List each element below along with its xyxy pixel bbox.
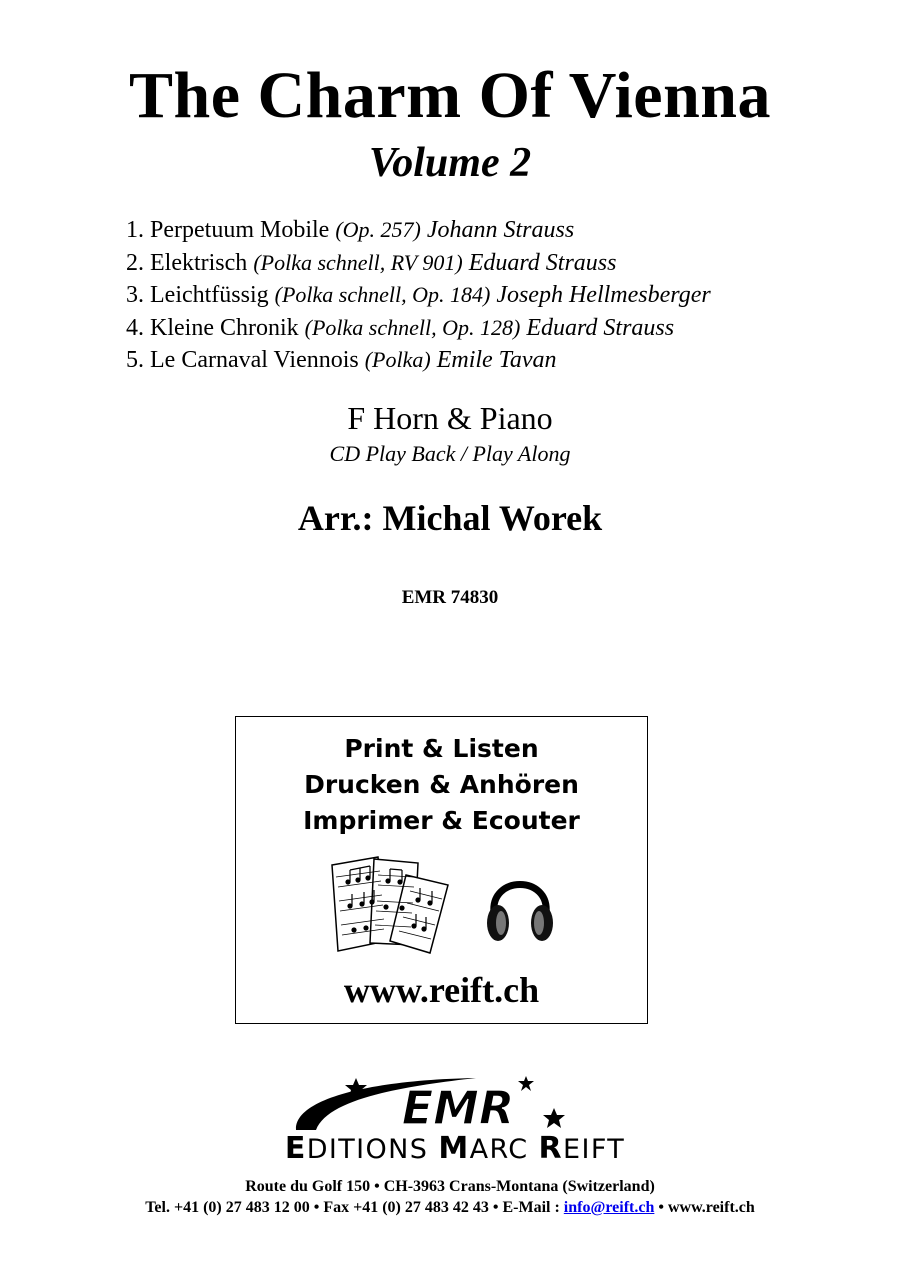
track-item [126, 279, 711, 312]
emr-logo [236, 1074, 674, 1170]
emr-logo-mark [236, 1074, 674, 1134]
track-item [126, 214, 711, 247]
track-number: 1. [126, 217, 144, 243]
track-note: (Polka schnell, Op. 128) [304, 314, 521, 340]
promo-line-german: Drucken & Anhören [304, 770, 579, 799]
print-listen-box [235, 716, 648, 1024]
catalog-number: EMR 74830 [401, 587, 499, 608]
track-number: 3. [126, 282, 144, 308]
contact-separator: • [654, 1199, 668, 1216]
track-number: 5. [126, 347, 144, 373]
track-composer: Emile Tavan [436, 347, 557, 373]
wordmark-initial-r: R [538, 1131, 564, 1166]
track-name: Le Carnaval Viennois [150, 347, 359, 373]
track-number: 4. [126, 314, 144, 341]
promo-website[interactable]: www.reift.ch [343, 970, 540, 1010]
publisher-contact [0, 1198, 900, 1218]
phone-fax-text: Tel. +41 (0) 27 483 12 00 • Fax +41 (0) 27 483 42 43 • E-Mail : [145, 1199, 564, 1216]
track-item [126, 344, 711, 377]
publisher-address: Route du Golf 150 • CH-3963 Crans-Montana (Switzerland) [245, 1178, 655, 1195]
track-composer: Johann Strauss [426, 217, 575, 243]
wordmark-initial-m: M [438, 1131, 470, 1166]
track-item [126, 312, 711, 345]
sheet-music-icon [326, 855, 456, 955]
track-note: (Polka) [364, 347, 431, 372]
track-name: Leichtfüssig [150, 282, 269, 308]
track-item [126, 247, 711, 280]
track-list [126, 214, 711, 377]
instrumentation: F Horn & Piano [347, 400, 553, 436]
track-composer: Eduard Strauss [468, 249, 617, 276]
wordmark-ditions: DITIONS [306, 1134, 439, 1165]
promo-line-english: Print & Listen [344, 734, 539, 763]
track-name: Kleine Chronik [150, 314, 299, 341]
promo-line-french: Imprimer & Ecouter [303, 806, 580, 835]
emr-logo-letters: EMR [401, 1081, 515, 1134]
cd-playback-line: CD Play Back / Play Along [329, 441, 571, 466]
website-link[interactable]: www.reift.ch [667, 1199, 755, 1216]
arranger: Arr.: Michal Worek [297, 498, 603, 538]
track-note: (Op. 257) [335, 217, 421, 242]
wordmark-initial-e: E [284, 1131, 307, 1166]
headphones-icon [484, 867, 556, 947]
email-link[interactable]: info@reift.ch [563, 1199, 655, 1216]
track-number: 2. [126, 249, 144, 276]
volume-subtitle: Volume 2 [368, 140, 532, 186]
track-composer: Eduard Strauss [526, 314, 675, 341]
track-composer: Joseph Hellmesberger [496, 282, 711, 308]
wordmark-eift: EIFT [563, 1134, 626, 1165]
track-name: Perpetuum Mobile [150, 217, 330, 243]
track-note: (Polka schnell, Op. 184) [274, 282, 491, 307]
title: The Charm Of Vienna [128, 59, 772, 132]
wordmark-arc: ARC [469, 1134, 539, 1165]
editions-marc-reift-wordmark [236, 1131, 674, 1166]
track-note: (Polka schnell, RV 901) [253, 249, 463, 275]
track-name: Elektrisch [150, 249, 248, 276]
